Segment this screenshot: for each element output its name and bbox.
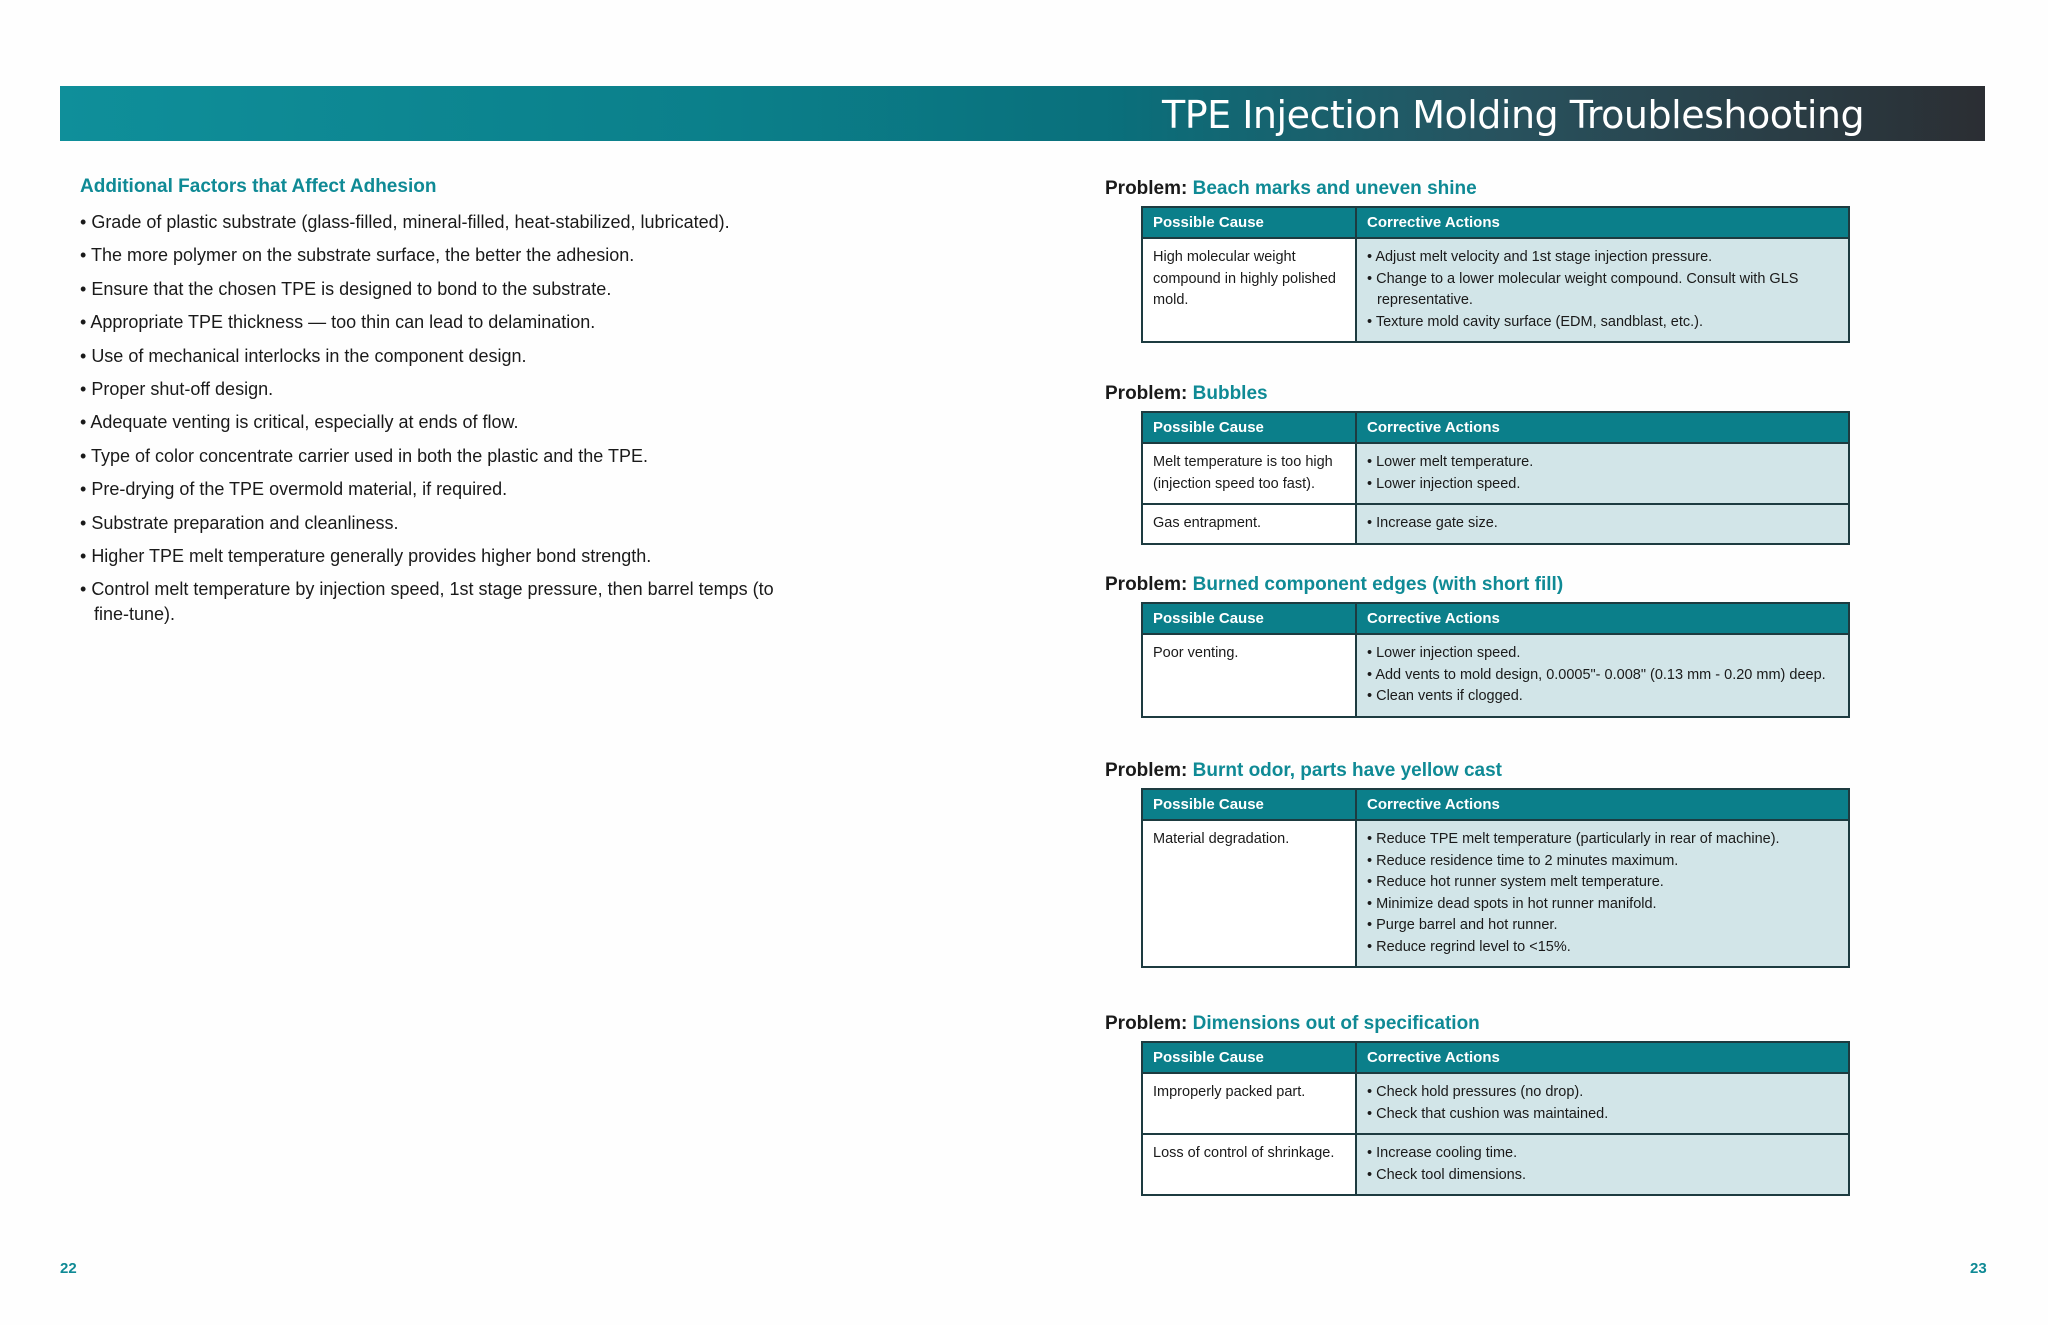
cause-header: Possible Cause — [1142, 603, 1356, 634]
actions-header: Corrective Actions — [1356, 207, 1849, 238]
list-item: • Adequate venting is critical, especially at ends of flow. — [80, 410, 780, 435]
table-row — [1142, 238, 1849, 342]
problem-title — [1105, 1010, 1850, 1038]
cause-cell: Gas entrapment. — [1142, 504, 1356, 544]
cause-cell: Loss of control of shrinkage. — [1142, 1134, 1356, 1195]
list-item: • Reduce residence time to 2 minutes maximum. — [1367, 851, 1838, 873]
list-item: • Change to a lower molecular weight compound. Consult with GLS representative. — [1367, 269, 1838, 312]
problem-label: Problem: — [1105, 574, 1188, 595]
table-row — [1142, 443, 1849, 504]
problem-burned-edges — [1105, 571, 1850, 718]
list-item: • Reduce TPE melt temperature (particularly in rear of machine). — [1367, 829, 1838, 851]
cause-cell: Material degradation. — [1142, 820, 1356, 967]
troubleshooting-table — [1141, 206, 1850, 343]
problem-title — [1105, 380, 1850, 408]
problem-name: Bubbles — [1192, 383, 1268, 404]
cause-cell: Poor venting. — [1142, 634, 1356, 717]
problem-title — [1105, 175, 1850, 203]
adhesion-factors-list — [80, 210, 780, 636]
cause-header: Possible Cause — [1142, 207, 1356, 238]
list-item: • Lower injection speed. — [1367, 643, 1838, 665]
actions-header: Corrective Actions — [1356, 603, 1849, 634]
list-item: • Lower melt temperature. — [1367, 452, 1838, 474]
actions-list — [1367, 829, 1838, 958]
cause-cell: Improperly packed part. — [1142, 1073, 1356, 1134]
problem-bubbles — [1105, 380, 1850, 545]
actions-list — [1367, 452, 1838, 495]
list-item: • Check hold pressures (no drop). — [1367, 1082, 1838, 1104]
cause-cell: Melt temperature is too high (injection speed too fast). — [1142, 443, 1356, 504]
title-banner — [60, 86, 1985, 141]
list-item: • Grade of plastic substrate (glass-filled, mineral-filled, heat-stabilized, lubricated). — [80, 210, 780, 235]
list-item: • Proper shut-off design. — [80, 377, 780, 402]
actions-cell — [1356, 820, 1849, 967]
problem-name: Beach marks and uneven shine — [1192, 178, 1477, 199]
table-row — [1142, 1134, 1849, 1195]
actions-header: Corrective Actions — [1356, 1042, 1849, 1073]
actions-list — [1367, 1143, 1838, 1186]
adhesion-heading: Additional Factors that Affect Adhesion — [80, 176, 437, 197]
list-item: • Add vents to mold design, 0.0005"- 0.008" (0.13 mm - 0.20 mm) deep. — [1367, 665, 1838, 687]
list-item: • Purge barrel and hot runner. — [1367, 915, 1838, 937]
list-item: • Higher TPE melt temperature generally provides higher bond strength. — [80, 544, 780, 569]
troubleshooting-table — [1141, 788, 1850, 968]
cause-header: Possible Cause — [1142, 1042, 1356, 1073]
page-number-left: 22 — [60, 1260, 77, 1277]
actions-list — [1367, 247, 1838, 333]
list-item: • Increase cooling time. — [1367, 1143, 1838, 1165]
problem-name: Burned component edges (with short fill) — [1192, 574, 1564, 595]
troubleshooting-table — [1141, 602, 1850, 718]
actions-list — [1367, 513, 1838, 535]
problem-name: Dimensions out of specification — [1192, 1013, 1480, 1034]
cause-header: Possible Cause — [1142, 789, 1356, 820]
list-item: • The more polymer on the substrate surface, the better the adhesion. — [80, 243, 780, 268]
list-item: • Appropriate TPE thickness — too thin can lead to delamination. — [80, 310, 780, 335]
actions-cell — [1356, 1073, 1849, 1134]
cause-header: Possible Cause — [1142, 412, 1356, 443]
problem-name: Burnt odor, parts have yellow cast — [1192, 760, 1503, 781]
list-item: • Ensure that the chosen TPE is designed to bond to the substrate. — [80, 277, 780, 302]
list-item: • Increase gate size. — [1367, 513, 1838, 535]
list-item: • Reduce hot runner system melt temperature. — [1367, 872, 1838, 894]
list-item: • Reduce regrind level to <15%. — [1367, 937, 1838, 959]
problem-title — [1105, 571, 1850, 599]
list-item: • Check tool dimensions. — [1367, 1165, 1838, 1187]
actions-cell — [1356, 443, 1849, 504]
list-item: • Substrate preparation and cleanliness. — [80, 511, 780, 536]
problem-label: Problem: — [1105, 760, 1188, 781]
problem-label: Problem: — [1105, 383, 1188, 404]
actions-cell — [1356, 238, 1849, 342]
list-item: • Pre-drying of the TPE overmold material, if required. — [80, 477, 780, 502]
banner-title: TPE Injection Molding Troubleshooting — [1162, 93, 1865, 137]
problem-dimensions — [1105, 1010, 1850, 1196]
actions-cell — [1356, 634, 1849, 717]
list-item: • Lower injection speed. — [1367, 474, 1838, 496]
problem-beach-marks — [1105, 175, 1850, 343]
table-row — [1142, 634, 1849, 717]
list-item: • Use of mechanical interlocks in the component design. — [80, 344, 780, 369]
table-row — [1142, 820, 1849, 967]
list-item: • Check that cushion was maintained. — [1367, 1104, 1838, 1126]
problem-burnt-odor — [1105, 757, 1850, 968]
problem-label: Problem: — [1105, 1013, 1188, 1034]
troubleshooting-table — [1141, 1041, 1850, 1196]
actions-cell — [1356, 1134, 1849, 1195]
troubleshooting-table — [1141, 411, 1850, 545]
table-row — [1142, 1073, 1849, 1134]
list-item: • Adjust melt velocity and 1st stage injection pressure. — [1367, 247, 1838, 269]
actions-header: Corrective Actions — [1356, 412, 1849, 443]
list-item: • Type of color concentrate carrier used in both the plastic and the TPE. — [80, 444, 780, 469]
table-row — [1142, 504, 1849, 544]
list-item: • Control melt temperature by injection speed, 1st stage pressure, then barrel temps (to fine-tune). — [80, 577, 780, 627]
actions-header: Corrective Actions — [1356, 789, 1849, 820]
problem-label: Problem: — [1105, 178, 1188, 199]
list-item: • Minimize dead spots in hot runner manifold. — [1367, 894, 1838, 916]
list-item: • Clean vents if clogged. — [1367, 686, 1838, 708]
actions-list — [1367, 643, 1838, 708]
actions-cell — [1356, 504, 1849, 544]
problem-title — [1105, 757, 1850, 785]
actions-list — [1367, 1082, 1838, 1125]
list-item: • Texture mold cavity surface (EDM, sandblast, etc.). — [1367, 312, 1838, 334]
cause-cell: High molecular weight compound in highly polished mold. — [1142, 238, 1356, 342]
page-number-right: 23 — [1970, 1260, 1987, 1277]
